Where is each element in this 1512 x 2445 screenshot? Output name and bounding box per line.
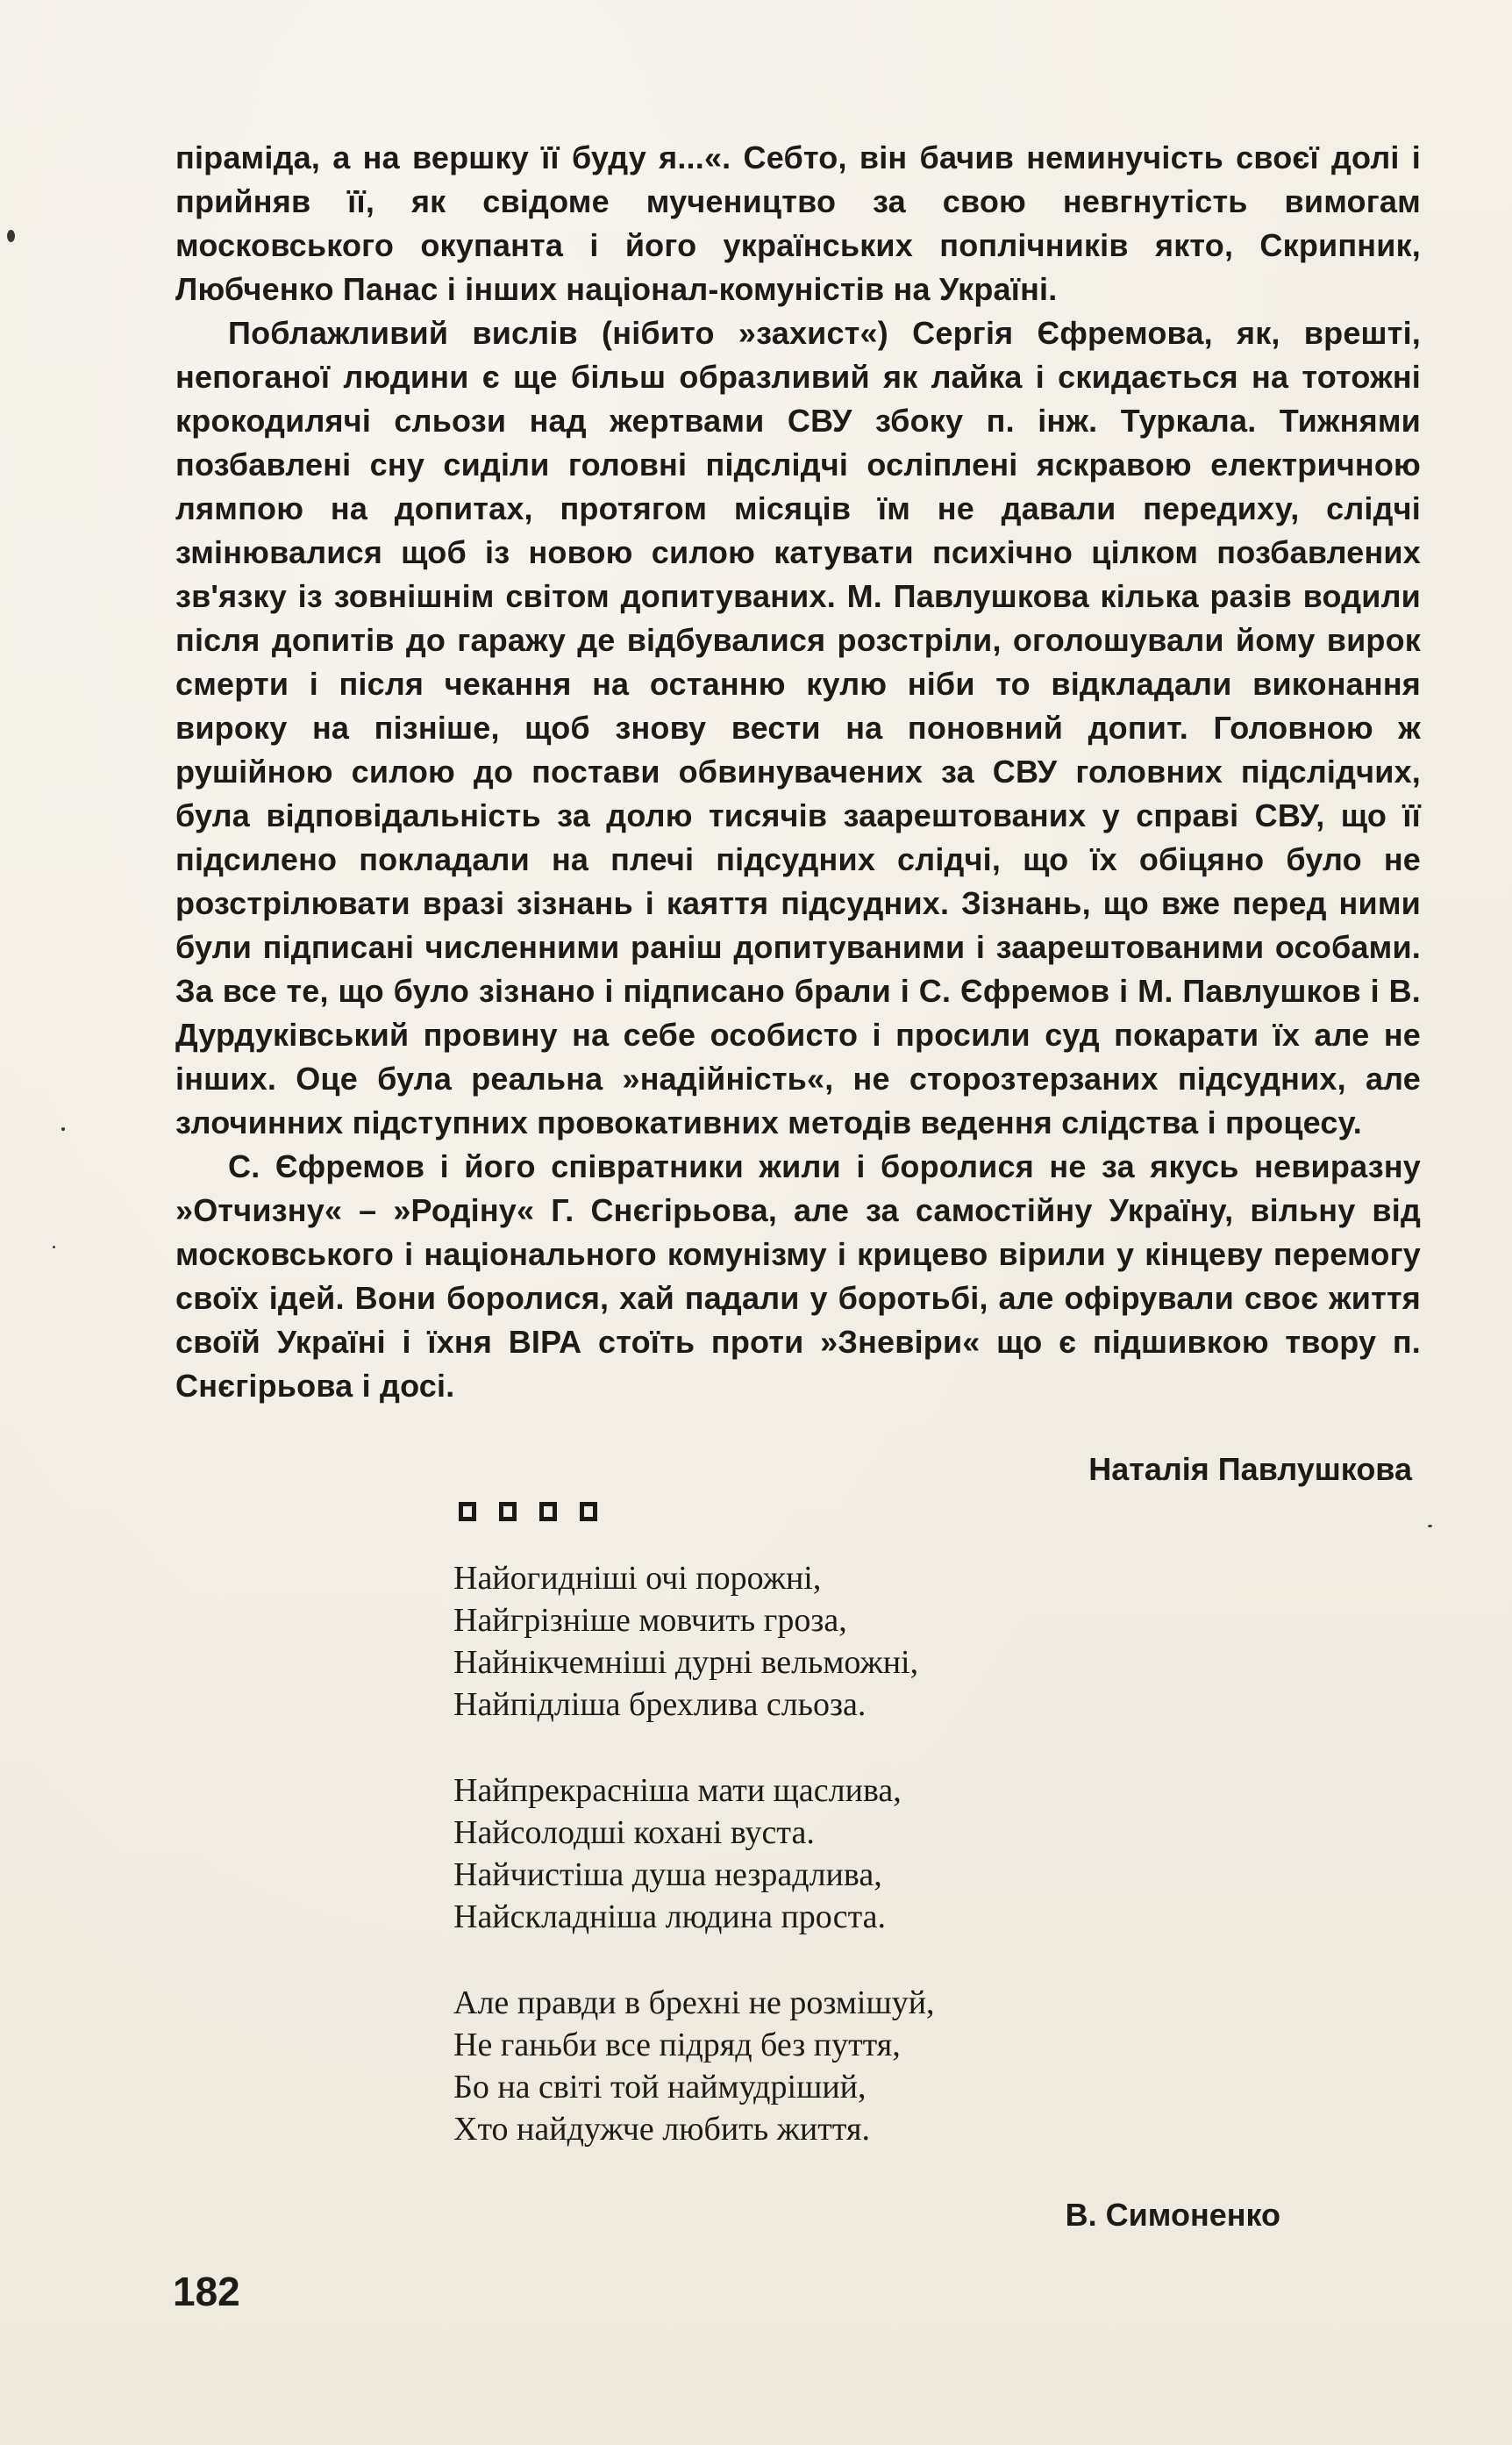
poem-stanza — [453, 1557, 1243, 1726]
page-number: 182 — [173, 2269, 240, 2314]
hollow-square-icon — [499, 1502, 517, 1521]
poem-line: Хто найдужче любить життя. — [453, 2111, 870, 2148]
paper-speck — [53, 1246, 55, 1248]
paper-speck — [1428, 1525, 1432, 1527]
paper-speck — [7, 230, 15, 242]
poem-stanza — [453, 1769, 1243, 1938]
poem-line: Найскладніша людина проста. — [453, 1898, 887, 1935]
paper-speck — [61, 1127, 65, 1131]
poem-line: Але правди в брехні не розмішуй, — [453, 1984, 935, 2021]
paragraph-continuation: піраміда, а на вершку її буду я...«. Себто, він бачив неминучість своєї долі і прийняв її, як свідоме мучеництво за свою невгнутість вимогам московського окупанта і його українських поплічників якто, Скрипник, Любченко Панас і інших націонал-комуністів на Україні. — [175, 139, 1421, 307]
poem-line: Найчистіша душа незрадлива, — [453, 1856, 882, 1893]
poem-line: Найнікчемніші дурні вельможні, — [453, 1644, 919, 1681]
poem-line: Найсолодші кохані вуста. — [453, 1814, 815, 1851]
article-text — [175, 136, 1421, 1408]
hollow-square-icon — [539, 1502, 557, 1521]
poem-line: Найгрізніше мовчить гроза, — [453, 1602, 847, 1639]
poem-line: Найпрекрасніша мати щаслива, — [453, 1772, 902, 1809]
poem-line: Бо на світі той наймудріший, — [453, 2069, 867, 2105]
article-author-signature: Наталія Павлушкова — [1088, 1451, 1412, 1487]
poem-author-signature: В. Симоненко — [1065, 2197, 1280, 2233]
paragraph-body: Поблажливий вислів (нібито »захист«) Сергія Єфремова, як, врешті, непоганої людини є ще більш образливий як лайка і скидається на тотожні крокодилячі сльози над жертвами СВУ збоку п. інж. Туркала. Тижнями позбавлені сну сиділи головні підслідчі осліплені яскравою електричною лямпою на допитах, протягом місяців їм не давали передиху, слідчі змінювалися щоб із новою силою катувати психічно цілком позбавлених зв'язку із зовнішнім світом допитуваних. М. Павлушкова кілька разів водили після допитів до гаражу де відбувалися розстріли, оголошували йому вирок смерти і після чекання на останню кулю ніби то відкладали виконання вироку на пізніше, щоб знову вести на поновний допит. Головною ж рушійною силою до постави обвинувачених за СВУ головних підслідчих, була відповідальність за долю тисячів заарештованих у справі СВУ, що її підсилено покладали на плечі підсудних слідчі, що їх обіцяно було не розстрілювати вразі зізнань і каяття підсудних. Зізнань, що вже перед ними були підписані численними раніш допитуваними і заарештованими особами. За все те, що було зізнано і підписано брали і С. Єфремов і М. Павлушков і В. Дурдуківський провину на себе особисто і просили суд покарати їх але не інших. Оце була реальна »надійність«, не сторозтерзаних підсудних, але злочинних підступних провокативних методів ведення слідства і процесу. — [175, 315, 1421, 1140]
poem — [453, 1557, 1243, 2194]
section-separator — [459, 1502, 597, 1521]
poem-line: Не ганьби все підряд без пуття, — [453, 2027, 901, 2063]
poem-line: Найпідліша брехлива сльоза. — [453, 1686, 867, 1723]
hollow-square-icon — [580, 1502, 597, 1521]
hollow-square-icon — [459, 1502, 476, 1521]
poem-stanza — [453, 1982, 1243, 2150]
paragraph-closing: С. Єфремов і його співратники жили і боролися не за якусь невиразну »Отчизну« – »Родіну« Г. Снєгірьова, але за самостійну Україну, вільну від московського і національного комунізму і крицево вірили у кінцеву перемогу своїх ідей. Вони боролися, хай падали у боротьбі, але офірували своє життя своїй Україні і їхня ВІРА стоїть проти »Зневіри« що є підшивкою твору п. Снєгірьова і досі. — [175, 1148, 1421, 1404]
poem-line: Найогидніші очі порожні, — [453, 1560, 822, 1597]
